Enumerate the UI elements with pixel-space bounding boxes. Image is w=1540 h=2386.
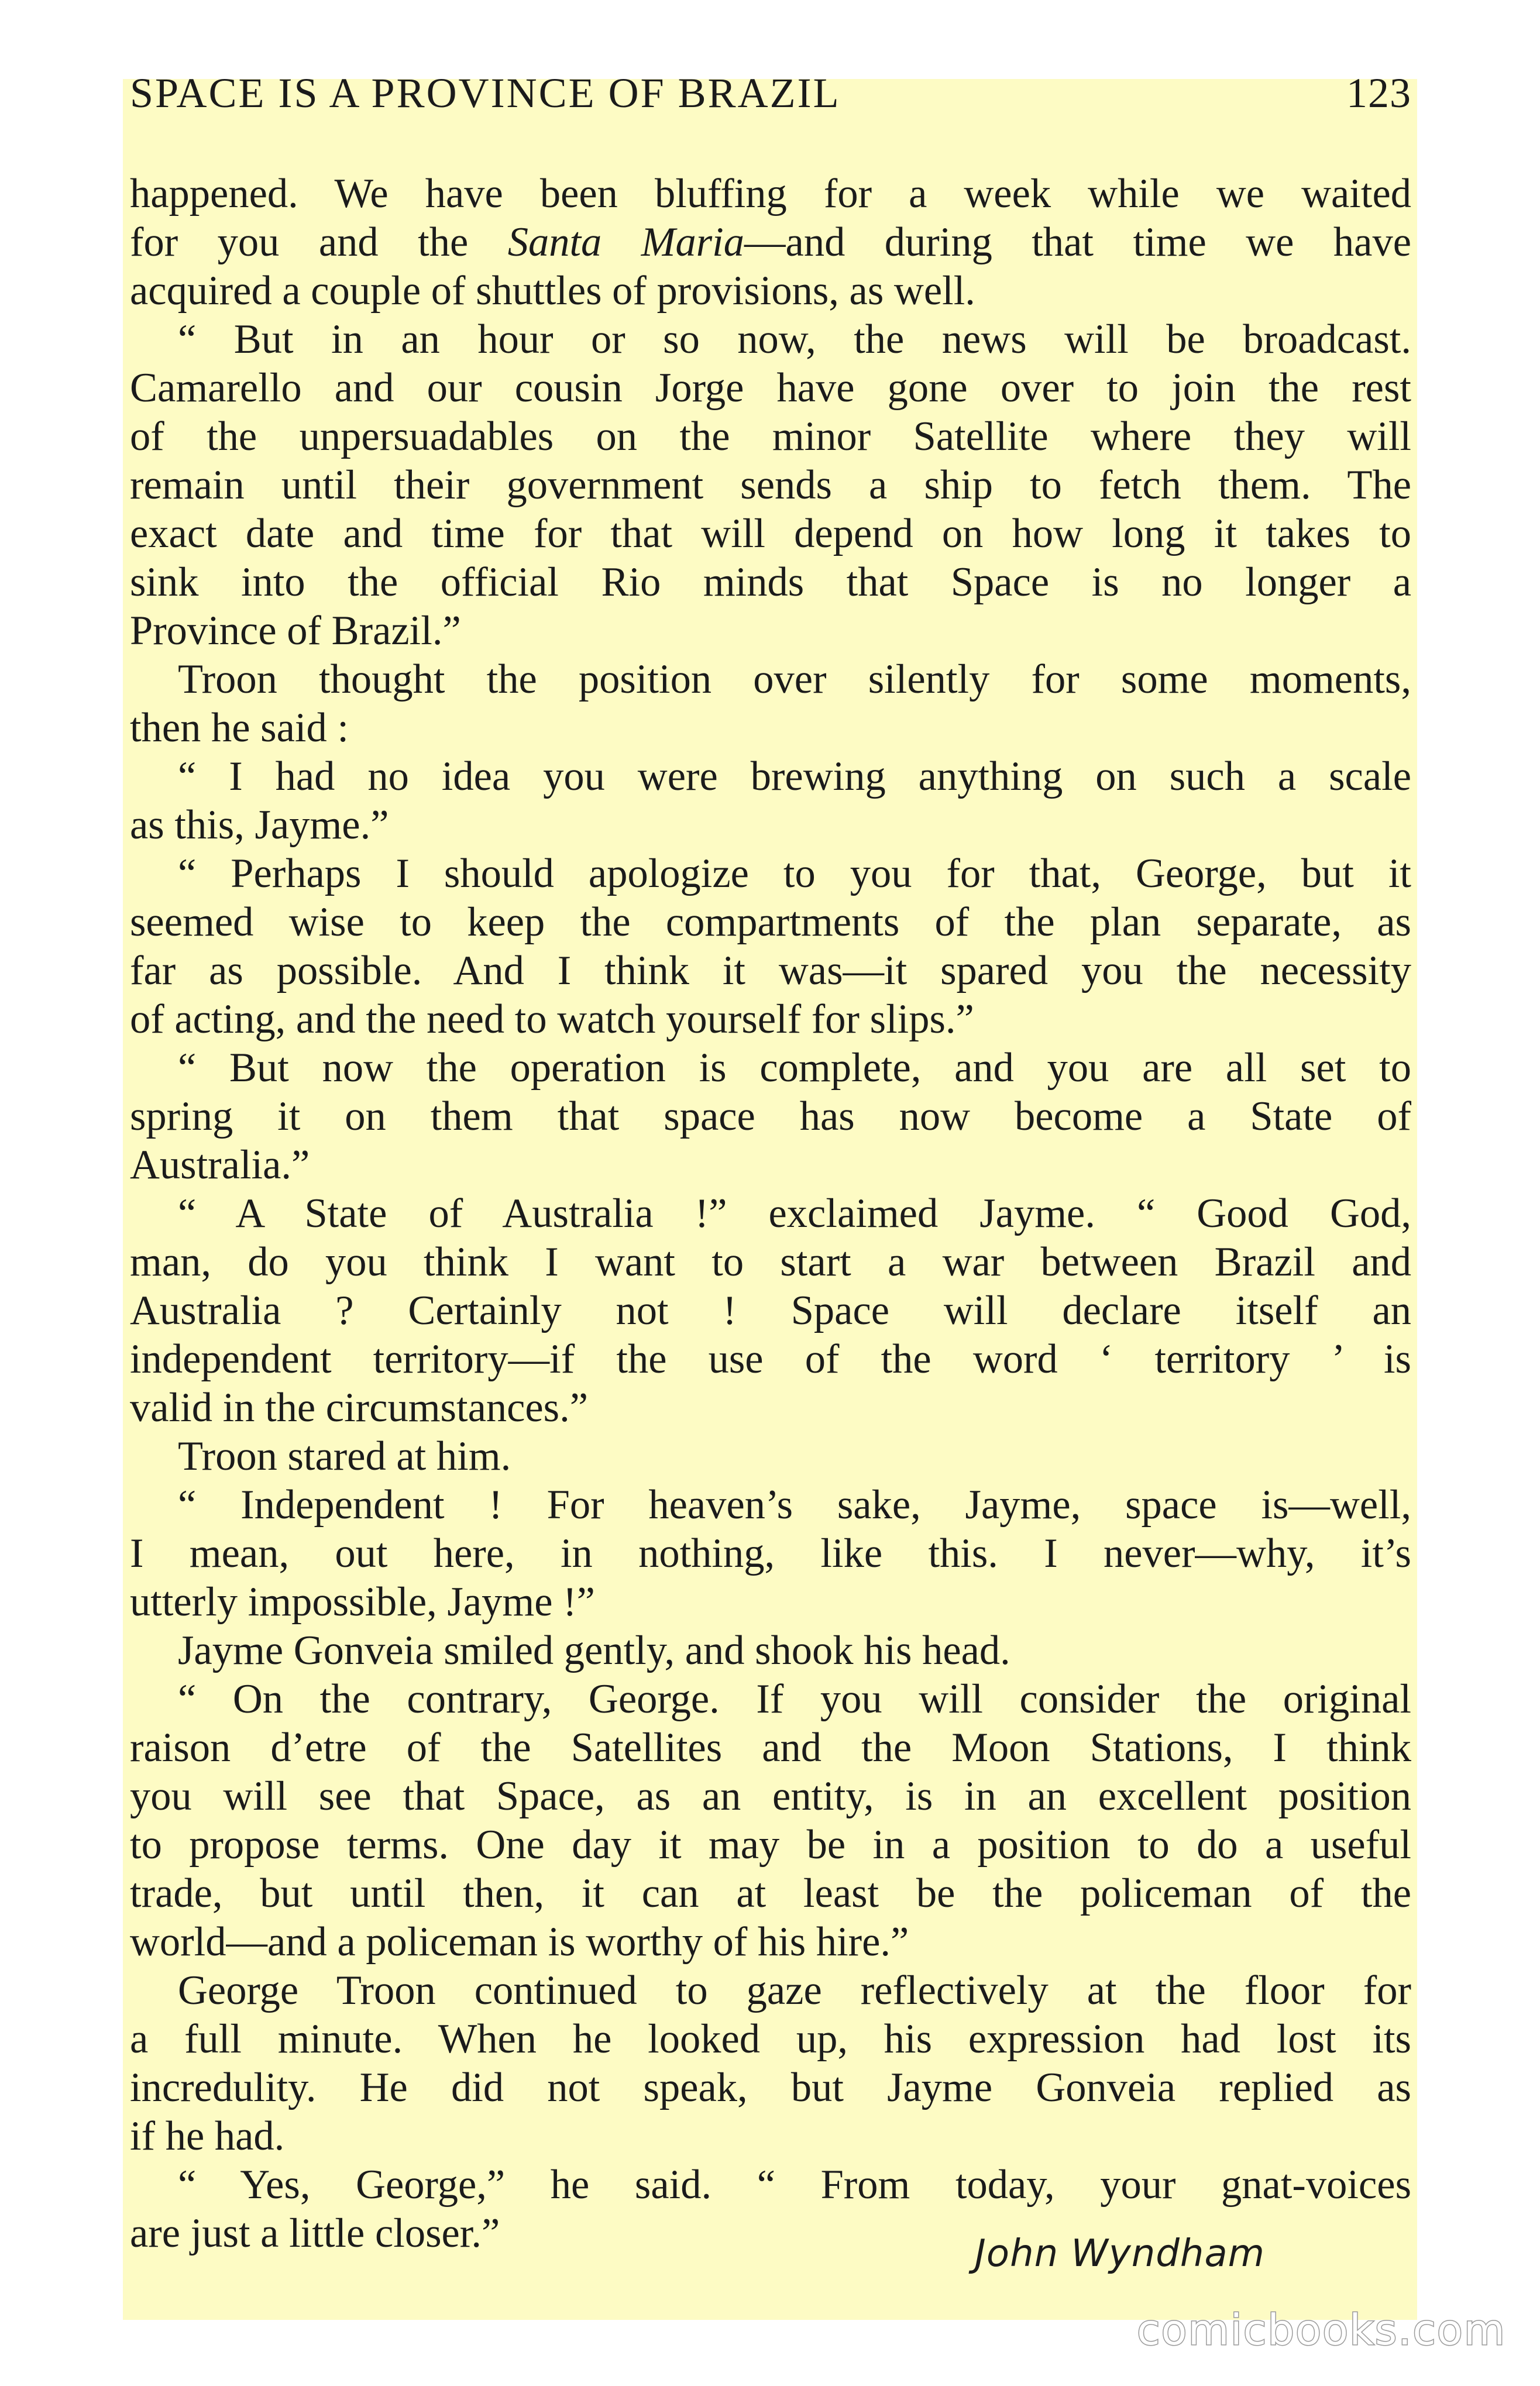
text-line: George Troon continued to gaze reflectively at the floor for (178, 1968, 1411, 2013)
text-line: sink into the official Rio minds that Space is no longer a (130, 559, 1411, 605)
running-header (130, 69, 1411, 128)
text-line: world—and a policeman is worthy of his hire.” (130, 1919, 909, 1965)
text-line: far as possible. And I think it was—it spared you the necessity (130, 948, 1411, 993)
text-line: of acting, and the need to watch yourself for slips.” (130, 996, 974, 1042)
text-line: of the unpersuadables on the minor Satellite where they will (130, 414, 1411, 459)
ship-name-italic: Santa Maria (507, 219, 745, 265)
text-line: “ Perhaps I should apologize to you for that, George, but it (178, 851, 1411, 896)
text-line: valid in the circumstances.” (130, 1385, 589, 1431)
text-line: Jayme Gonveia smiled gently, and shook his head. (178, 1628, 1010, 1673)
text-line: remain until their government sends a ship to fetch them. The (130, 462, 1411, 508)
text-line: spring it on them that space has now become a State of (130, 1094, 1411, 1139)
text-line: if he had. (130, 2113, 285, 2159)
text-line: happened. We have been bluffing for a week while we waited (130, 171, 1411, 216)
author-signature: John Wyndham (975, 2232, 1265, 2275)
text-line: man, do you think I want to start a war between Brazil and (130, 1239, 1411, 1285)
page-number: 123 (1346, 70, 1411, 116)
text-line: Troon stared at him. (178, 1433, 511, 1479)
text-line: Australia ? Certainly not ! Space will declare itself an (130, 1288, 1411, 1333)
text-line: seemed wise to keep the compartments of the plan separate, as (130, 899, 1411, 945)
text-line: as this, Jayme.” (130, 802, 389, 848)
text-line: Province of Brazil.” (130, 608, 461, 654)
text-line: are just a little closer.” (130, 2210, 500, 2256)
text-line: to propose terms. One day it may be in a position to do a useful (130, 1822, 1411, 1868)
text-line: “ Independent ! For heaven’s sake, Jayme, space is—well, (178, 1482, 1411, 1528)
text-line: you will see that Space, as an entity, is in an excellent position (130, 1773, 1411, 1819)
text-segment: —and during that time we have (744, 219, 1411, 265)
text-line: “ A State of Australia !” exclaimed Jayme. “ Good God, (178, 1191, 1411, 1236)
text-line: “ I had no idea you were brewing anything on such a scale (178, 754, 1411, 799)
text-line: then he said : (130, 705, 349, 751)
text-line: a full minute. When he looked up, his expression had lost its (130, 2016, 1411, 2062)
text-line: independent territory—if the use of the word ‘ territory ’ is (130, 1336, 1411, 1382)
text-line: “ But now the operation is complete, and you are all set to (178, 1045, 1411, 1091)
running-title: SPACE IS A PROVINCE OF BRAZIL (130, 70, 841, 116)
text-line: “ Yes, George,” he said. “ From today, your gnat-voices (178, 2162, 1411, 2208)
story-text (130, 170, 1411, 2258)
text-line: exact date and time for that will depend on how long it takes to (130, 511, 1411, 556)
watermark: comicbooks.com (1136, 2305, 1506, 2354)
text-line (130, 218, 1411, 267)
text-line: acquired a couple of shuttles of provisions, as well. (130, 268, 975, 314)
text-line: Australia.” (130, 1142, 310, 1188)
text-line: incredulity. He did not speak, but Jayme Gonveia replied as (130, 2065, 1411, 2110)
text-line: trade, but until then, it can at least be the policeman of the (130, 1871, 1411, 1916)
text-line: Camarello and our cousin Jorge have gone over to join the rest (130, 365, 1411, 411)
text-segment: for you and the (130, 219, 508, 265)
text-line: “ On the contrary, George. If you will consider the original (178, 1676, 1411, 1722)
text-line: raison d’etre of the Satellites and the Moon Stations, I think (130, 1725, 1411, 1770)
text-line: utterly impossible, Jayme !” (130, 1579, 595, 1625)
text-line: “ But in an hour or so now, the news will be broadcast. (178, 317, 1411, 362)
text-line: I mean, out here, in nothing, like this. I never—why, it’s (130, 1531, 1411, 1576)
text-line: Troon thought the position over silently for some moments, (178, 656, 1411, 702)
